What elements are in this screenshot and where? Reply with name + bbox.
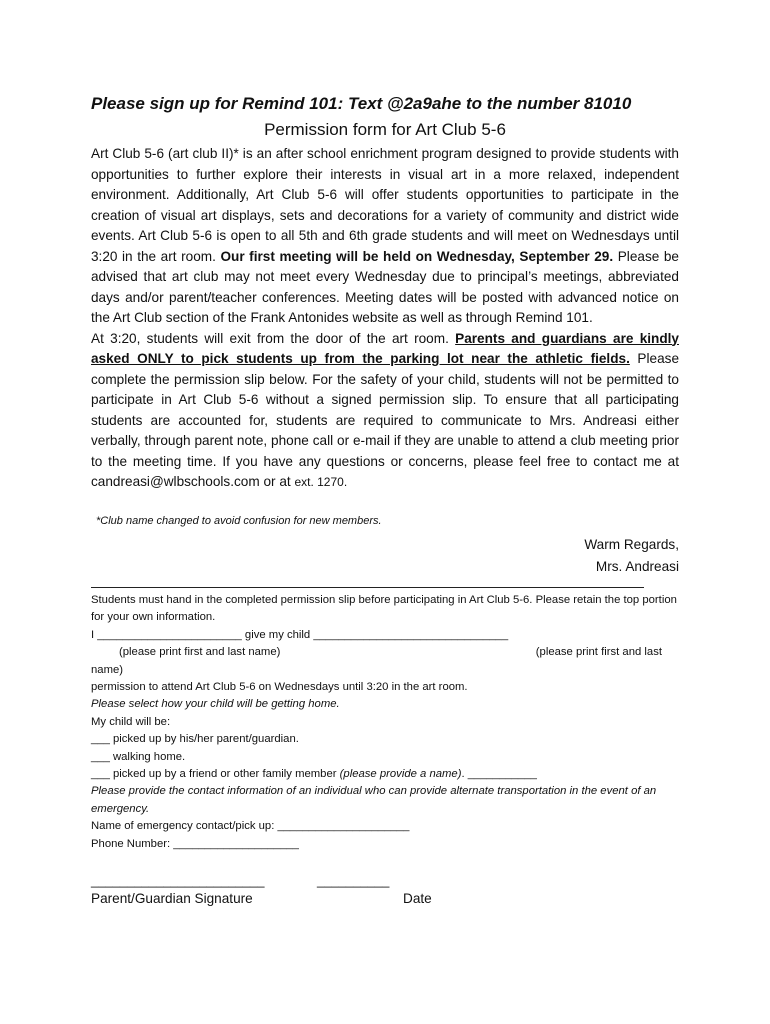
option-other-pickup-hint: (please provide a name): [339, 768, 462, 781]
signature-label: Parent/Guardian Signature: [91, 891, 253, 906]
closing-regards: Warm Regards,: [584, 537, 679, 552]
program-description: [91, 144, 679, 493]
signature-field[interactable]: ________________________: [91, 873, 265, 888]
paragraph-1: [91, 144, 679, 329]
paragraph-2-text: At 3:20, students will exit from the door of the art room.: [91, 330, 456, 346]
select-prompt: Please select how your child will be getting home.: [91, 698, 340, 711]
remind-signup-heading: Please sign up for Remind 101: Text @2a9ahe to the number 81010: [91, 94, 632, 113]
option-parent-pickup[interactable]: ___ picked up by his/her parent/guardian.: [91, 733, 299, 746]
name-fill-line[interactable]: I _______________________ give my child _______________________________: [91, 628, 509, 641]
emergency-contact-field[interactable]: Name of emergency contact/pick up: _____________________: [91, 820, 410, 833]
pickup-notice: Parents and guardians are kindly asked ONLY to pick students up from the parking lot near the athletic fields.: [91, 330, 679, 366]
permission-slip: [91, 592, 681, 853]
closing-signer: Mrs. Andreasi: [595, 559, 679, 574]
paragraph-2: [91, 329, 679, 493]
parent-name-hint: (please print first and last name): [119, 646, 281, 659]
child-name-hint-wrap: name): [91, 663, 124, 676]
my-child-label: My child will be:: [91, 715, 171, 728]
emergency-prompt: Please provide the contact information of an individual who can provide alternate transportation in the event of an emergency.: [91, 785, 657, 815]
cut-line-divider: [91, 587, 644, 588]
paragraph-1-text-cont: Please be advised that art club may not meet every Wednesday due to principal’s meetings, abbreviated days and/or parent/teacher conferences. Meeting dates will be posted with advanced notice on the Art Club section of the Frank Antonides website as well as through Remind 101.: [91, 248, 679, 325]
page-title: Permission form for Art Club 5-6: [264, 120, 506, 139]
option-walking-home[interactable]: ___ walking home.: [91, 750, 186, 763]
date-label: Date: [403, 891, 432, 906]
option-other-pickup[interactable]: [91, 766, 681, 783]
date-field[interactable]: __________: [317, 873, 390, 888]
option-other-pickup-text: ___ picked up by a friend or other family member: [91, 768, 340, 781]
footnote: *Club name changed to avoid confusion for new members.: [96, 515, 382, 527]
child-name-hint: (please print first and last: [535, 646, 662, 659]
phone-number-field[interactable]: Phone Number: ____________________: [91, 837, 299, 850]
permission-statement: permission to attend Art Club 5-6 on Wednesdays until 3:20 in the art room.: [91, 681, 468, 694]
paragraph-1-text: Art Club 5-6 (art club II)* is an after school enrichment program designed to provide students with opportunities to further explore their interests in visual art in a more relaxed, independent environment. Additionally, Art Club 5-6 will offer students opportunities to participate in the creation of visual art displays, sets and decorations for a variety of community and district wide events. Art Club 5-6 is open to all 5th and 6th grade students and will meet on Wednesdays until 3:20 in the art room.: [91, 146, 679, 264]
closing: [584, 534, 679, 578]
slip-instructions: Students must hand in the completed permission slip before participating in Art Club 5-6. Please retain the top portion for your own information.: [91, 594, 677, 624]
paragraph-2-text-cont: Please complete the permission slip below. For the safety of your child, students will not be permitted to participate in Art Club 5-6 without a signed permission slip. To ensure that all participating students are accounted for, students are required to communicate to Mrs. Andreasi either verbally, through parent note, phone call or e-mail if they are unable to attend a club meeting prior to the meeting time. If you have any questions or concerns, please feel free to contact me at candreasi@wlbschools.com or at: [91, 351, 679, 489]
option-other-pickup-blank[interactable]: . ___________: [461, 768, 537, 781]
first-meeting-notice: Our first meeting will be held on Wednesday, September 29.: [220, 248, 614, 264]
name-hints-row: [91, 644, 681, 661]
phone-extension: ext. 1270.: [294, 475, 348, 489]
